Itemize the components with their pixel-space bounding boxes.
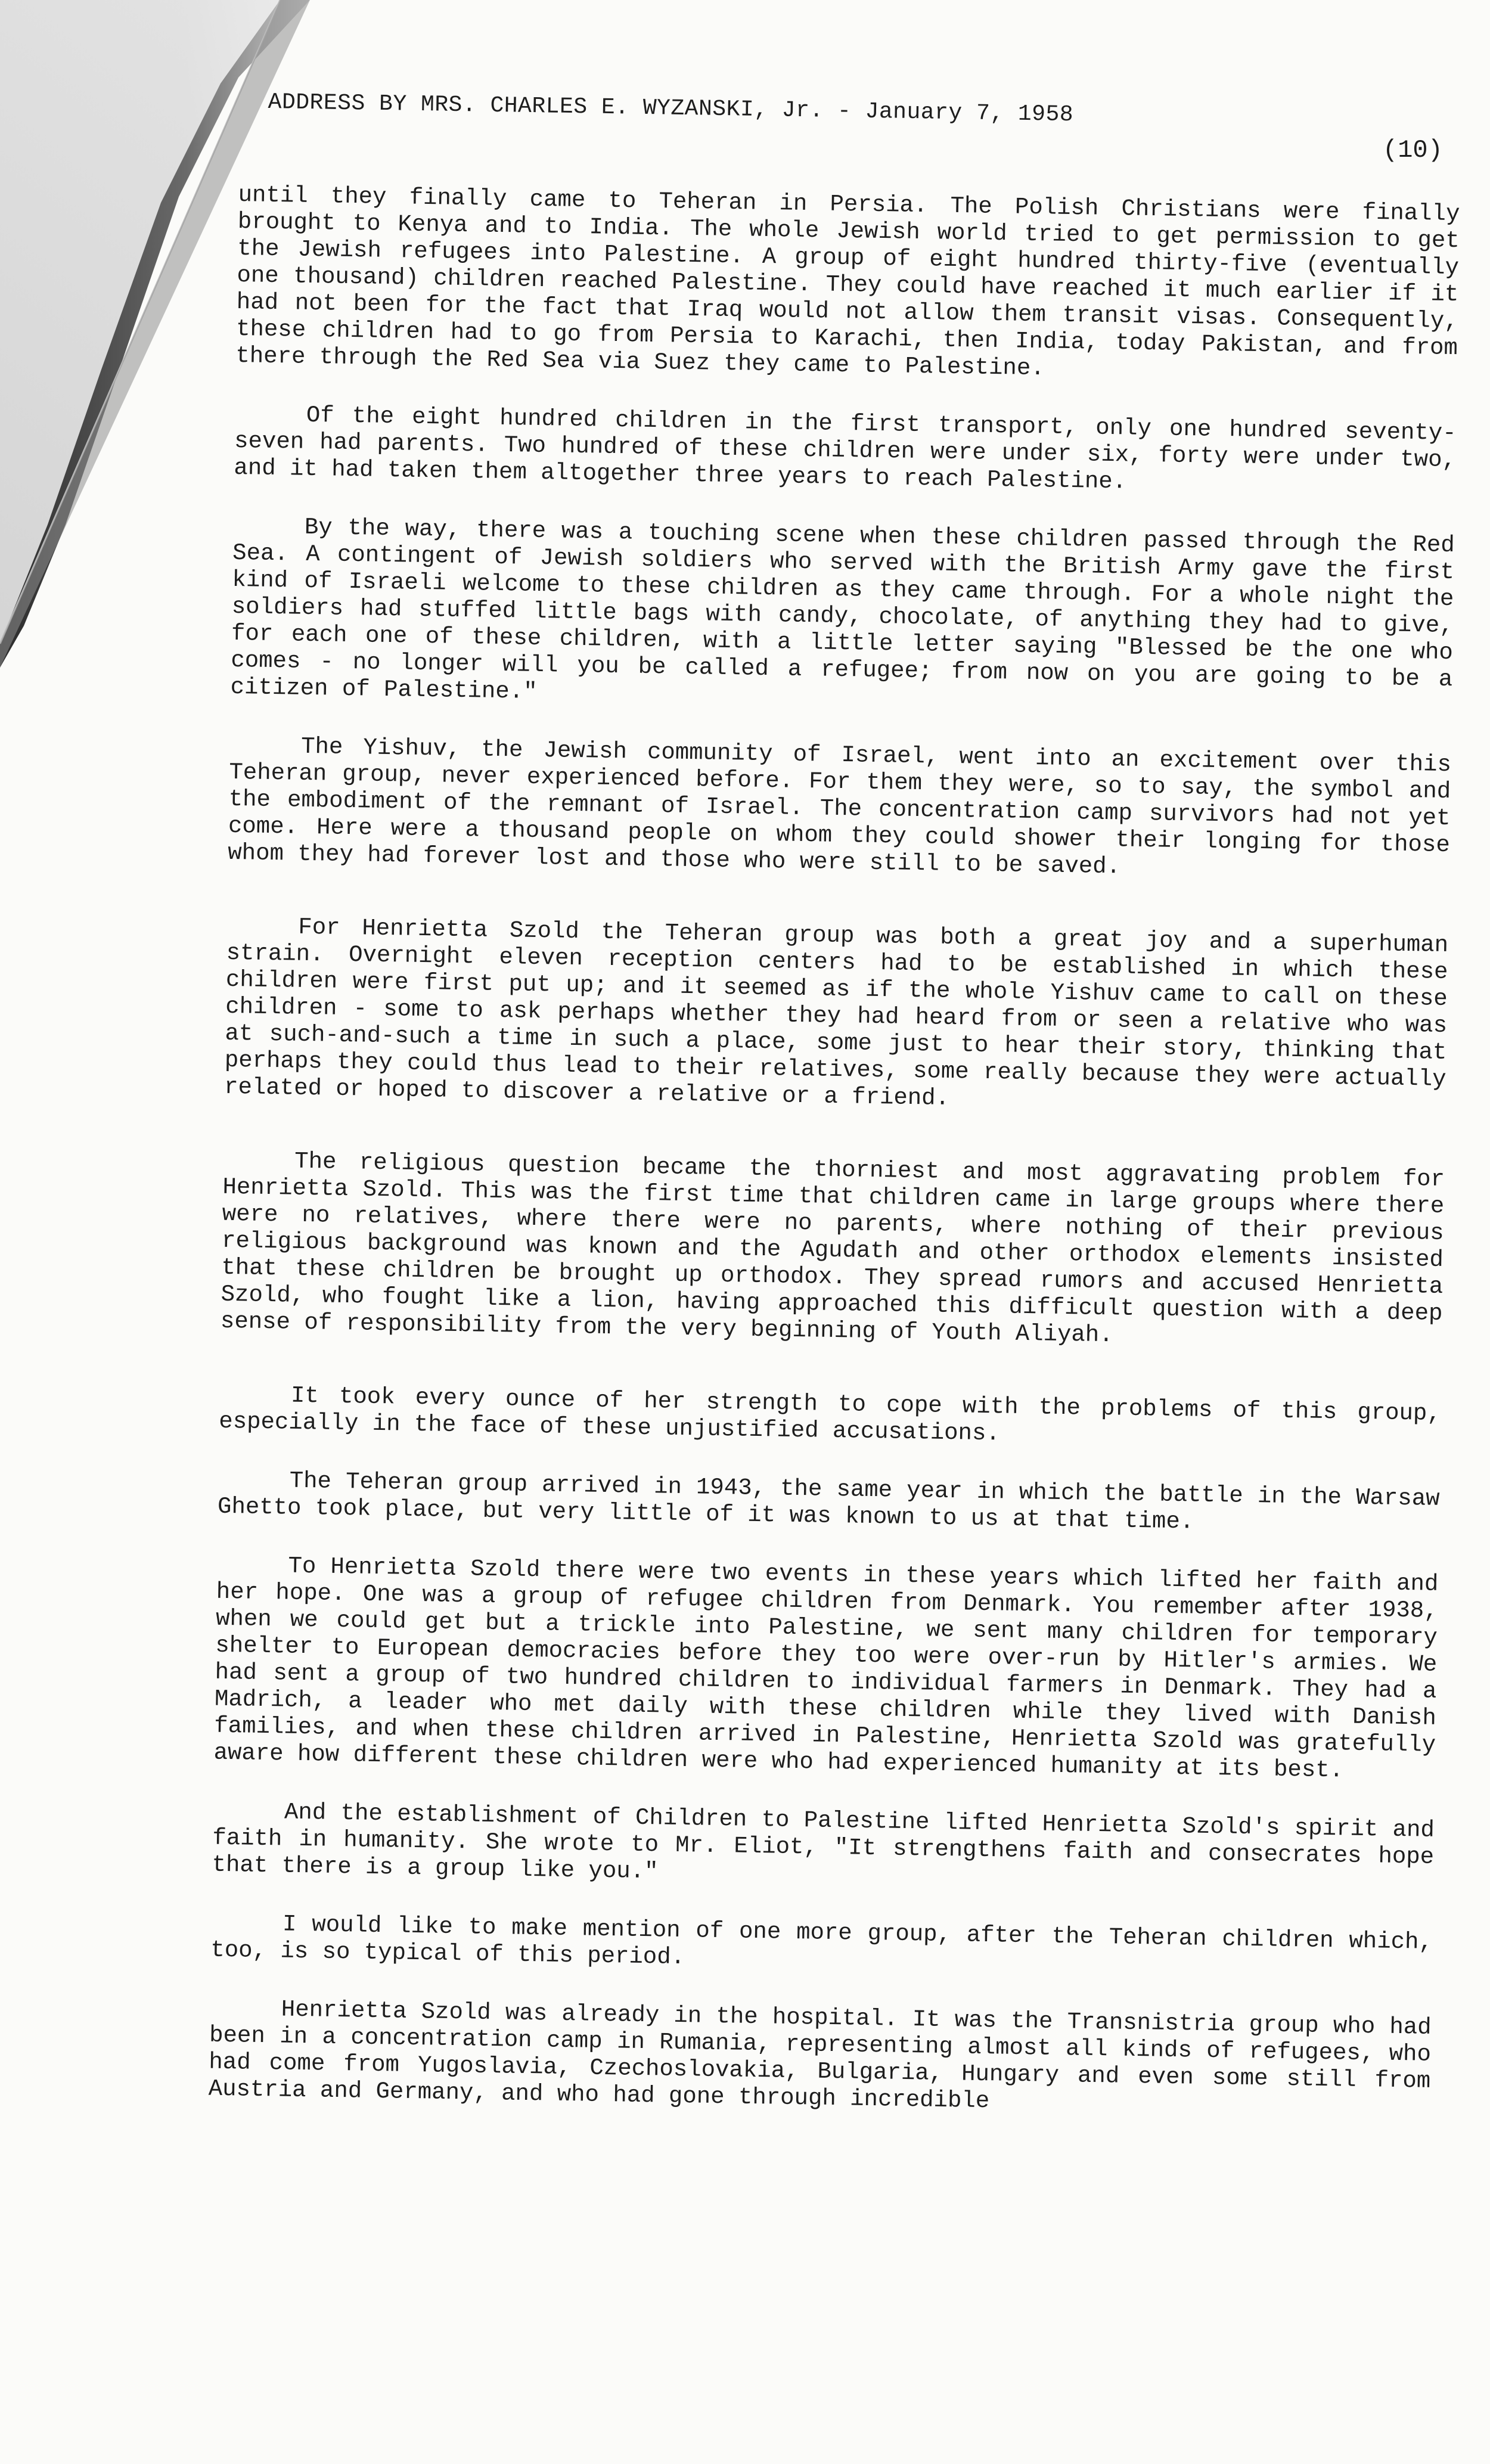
paragraph: And the establishment of Children to Palestine lifted Henrietta Szold's spirit and faith in humanity. She wrote to Mr. Eliot, "It strengthens faith and consecrates hope that there is a group like you." — [212, 1799, 1435, 1885]
paragraph: until they finally came to Teheran in Persia. The Polish Christians were finally brought to Kenya and to India. The whole Jewish world tried to get permission to get the Jewish refugees into Palestine. A group of eight hundred thirty-five (eventually one thousand) children reached Palestine. They could have reached it much earlier if it had not been for the fact that Iraq would not allow them transit visas. Consequently, these children had to go from Persia to Karachi, then India, today Pakistan, and from there through the Red Sea via Suez they came to Palestine. — [235, 182, 1460, 382]
paragraph: The religious question became the thorniest and most aggravating problem for Henrietta Szold. This was the first time that children came in large groups where there were no relatives, where there were no parents, where nothing of their previous religious background was known and the Agudath and other orthodox elements insisted that these children be brought up orthodox. They spread rumors and accused Henrietta Szold, who fought like a lion, having approached this difficult question with a deep sense of responsibility from the very beginning of Youth Aliyah. — [220, 1148, 1445, 1349]
paragraph: It took every ounce of her strength to cope with the problems of this group, especially in the face of these unjustified accusations. — [218, 1382, 1442, 1447]
paragraph: By the way, there was a touching scene when these children passed through the Red Sea. A contingent of Jewish soldiers who served with the British Army gave the first kind of Israeli welcome to these children as they came through. For a whole night the soldiers had stuffed little bags with candy, chocolate, of anything they had to give, for each one of these children, with a little letter saying "Blessed be the one who comes - no longer will you be called a refugee; from now on you are going to be a citizen of Palestine." — [230, 514, 1455, 705]
paragraph: To Henrietta Szold there were two events in these years which lifted her faith and her hope. One was a group of refugee children from Denmark. You remember after 1938, when we could get but a trickle into Palestine, we sent many children for temporary shelter to European democracies before they too were over-run by Hitler's armies. We had sent a group of two hundred children to individual farmers in Denmark. They had a Madrich, a leader who met daily with these children while they lived with Danish families, and when these children arrived in Palestine, Henrietta Szold was gratefully aware how different these children were who had experienced humanity at its best. — [213, 1553, 1439, 1784]
paragraph: Of the eight hundred children in the first transport, only one hundred seventy-seven had parents. Two hundred of these children were under six, forty were under two, and it had taken them altogether three years to reach Palestine. — [234, 402, 1457, 495]
paragraph: For Henrietta Szold the Teheran group was both a great joy and a superhuman strain. Overnight eleven reception centers had to be established in which these children were first put up; and it seemed as if the whole Yishuv came to call on these children - some to ask perhaps whether they had heard from or seen a relative who was at such-and-such a time in such a place, some just to hear their story, thinking that perhaps they could thus lead to their relatives, some really because they were actually related or hoped to discover a relative or a friend. — [224, 914, 1449, 1112]
paragraph: I would like to make mention of one more group, after the Teheran children which, too, is so typical of this period. — [210, 1911, 1433, 1971]
paragraph: Henrietta Szold was already in the hospital. It was the Transnistria group who had been in a concentration camp in Rumania, representing almost all kinds of refugees, who had come from Yugoslavia, Czechoslovakia, Bulgaria, Hungary and even some still from Austria and Germany, and who had gone through incredible — [208, 1996, 1432, 2115]
paragraph: The Yishuv, the Jewish community of Israel, went into an excitement over this Teheran group, never experienced before. For them they were, so to say, the symbol and the embodiment of the remnant of Israel. The concentration camp survivors had not yet come. Here were a thousand people on whom they could shower their longing for those whom they had forever lost and those who were still to be saved. — [227, 733, 1452, 880]
page-number: (10) — [1383, 136, 1443, 165]
paragraph: The Teheran group arrived in 1943, the same year in which the battle in the Warsaw Ghetto took place, but very little of it was known to us at that time. — [217, 1467, 1440, 1535]
document-header: ADDRESS BY MRS. CHARLES E. WYZANSKI, Jr. - January 7, 1958 — [268, 89, 1074, 128]
document-body — [208, 182, 1460, 2153]
